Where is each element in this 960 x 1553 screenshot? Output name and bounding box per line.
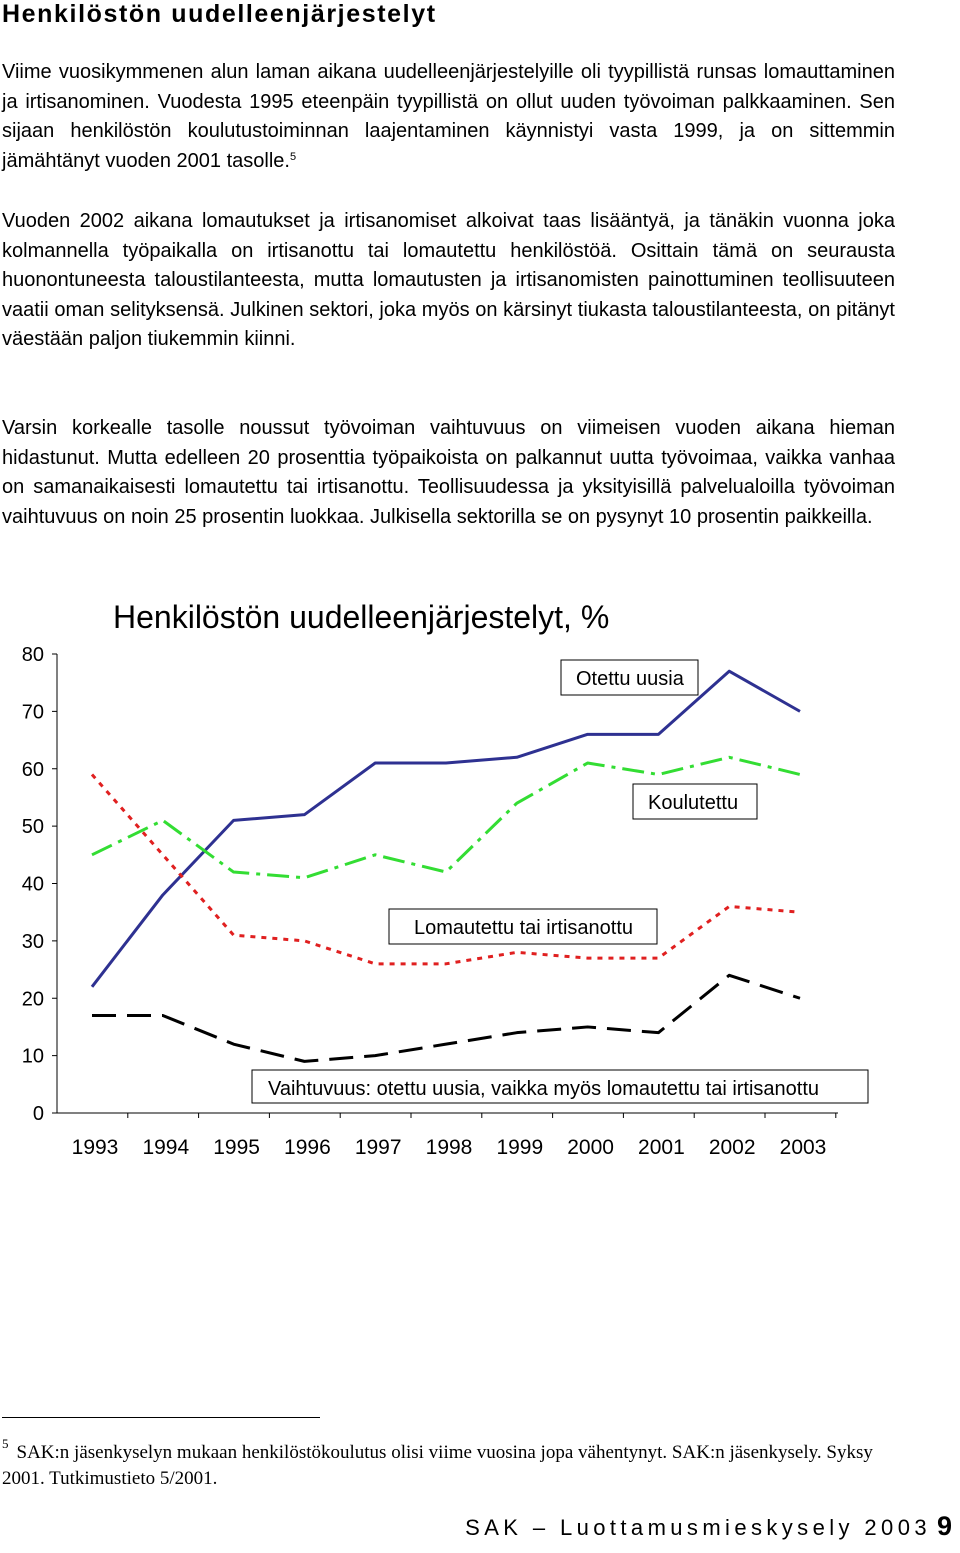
label-lomautettu xyxy=(389,909,657,944)
label-koulutettu-text: Koulutettu xyxy=(648,792,739,814)
x-tick-label: 2002 xyxy=(708,1136,756,1159)
y-tick-label: 10 xyxy=(21,1045,44,1068)
line-chart xyxy=(0,590,960,1190)
paragraph-2: Vuoden 2002 aikana lomautukset ja irtisanomiset alkoivat taas lisääntyä, ja tänäkin vuonna joka kolmannella työpaikalla on irtisanottu tai lomautettu henkilöstöä. Osittain tämä on seurausta huonontuneesta taloustilanteesta, mutta lomautusten ja irtisanomisten painottuminen teollisuuteen vaatii oman selityksensä. Julkinen sektori, joka myös on kärsinyt tiukasta taloustilanteesta, on pitänyt väestään paljon tiukemmin kiinni. xyxy=(2,210,895,350)
y-tick-label: 70 xyxy=(21,701,44,724)
x-tick-label: 1994 xyxy=(142,1136,190,1159)
y-tick-label: 60 xyxy=(21,758,44,781)
footnote-text: SAK:n jäsenkyselyn mukaan henkilöstökoulutus olisi viime vuosina jopa vähentynyt. SAK:n jäsenkysely. Syksy 2001. Tutkimustieto 5/2001. xyxy=(2,1442,873,1489)
series-lines xyxy=(92,671,800,1061)
series-line-4 xyxy=(92,975,800,1061)
x-tick-label: 1996 xyxy=(284,1136,331,1159)
label-otettu-uusia xyxy=(561,660,698,695)
chart-title: Henkilöstön uudelleenjärjestelyt, % xyxy=(113,599,610,635)
paragraph-3: Varsin korkealle tasolle noussut työvoiman vaihtuvuus on viimeisen vuoden aikana hieman hidastunut. Mutta edelleen 20 prosenttia työpaikoista on palkannut uutta työvoimaa, vaikka vanhaa on samanaikaisesti lomautettu tai irtisanottu. Teollisuudessa ja yksityisillä palvelualoilla työvoiman vaihtuvuus on noin 25 prosentin luokkaa. Julkisella sektorilla se on pysynyt 10 prosentin paikkeilla. xyxy=(2,417,895,528)
x-tick-label: 2000 xyxy=(567,1136,614,1159)
footnote-number: 5 xyxy=(2,1436,9,1451)
x-tick-label: 1997 xyxy=(354,1136,402,1159)
y-tick-label: 80 xyxy=(21,644,44,666)
y-tick-label: 20 xyxy=(21,988,44,1011)
x-tick-label: 1995 xyxy=(213,1136,260,1159)
paragraph-1-text: Viime vuosikymmenen alun laman aikana uudelleenjärjestelyille oli tyypillistä runsas lomauttaminen ja irtisanominen. Vuodesta 1995 eteenpäin tyypillistä on ollut uuden työvoiman palkkaaminen. Sen sijaan henkilöstön koulutustoiminnan laajentaminen käynnistyi vasta 1999, ja on sittemmin jämähtänyt vuoden 2001 tasolle. xyxy=(2,61,895,172)
footnote-ref[interactable]: 5 xyxy=(289,150,297,163)
label-vaihtuvuus-text: Vaihtuvuus: otettu uusia, vaikka myös lomautettu tai irtisanottu xyxy=(268,1078,820,1100)
y-tick-label: 40 xyxy=(21,873,44,896)
footnote-rule xyxy=(2,1417,320,1418)
section-heading: Henkilöstön uudelleenjärjestelyt xyxy=(2,0,437,28)
x-tick-label: 1999 xyxy=(496,1136,544,1159)
running-title: SAK – Luottamusmieskysely 2003 xyxy=(465,1515,931,1540)
y-tick-label: 30 xyxy=(21,930,44,953)
page-footer xyxy=(465,1511,952,1542)
paragraph-1 xyxy=(2,58,895,176)
page-number: 9 xyxy=(936,1511,952,1541)
x-tick-label: 1998 xyxy=(425,1136,473,1159)
label-otettu-uusia-text: Otettu uusia xyxy=(576,668,684,690)
y-axis xyxy=(22,644,57,1125)
label-vaihtuvuus xyxy=(252,1070,868,1103)
x-tick-label: 2003 xyxy=(779,1136,827,1159)
label-koulutettu xyxy=(633,784,757,819)
x-tick-label: 1993 xyxy=(71,1136,119,1159)
x-axis xyxy=(57,1113,838,1159)
y-tick-label: 50 xyxy=(21,816,44,839)
x-tick-label: 2001 xyxy=(638,1136,685,1159)
footnote xyxy=(2,1436,882,1491)
label-lomautettu-text: Lomautettu tai irtisanottu xyxy=(414,917,634,939)
y-tick-label: 0 xyxy=(32,1103,44,1125)
